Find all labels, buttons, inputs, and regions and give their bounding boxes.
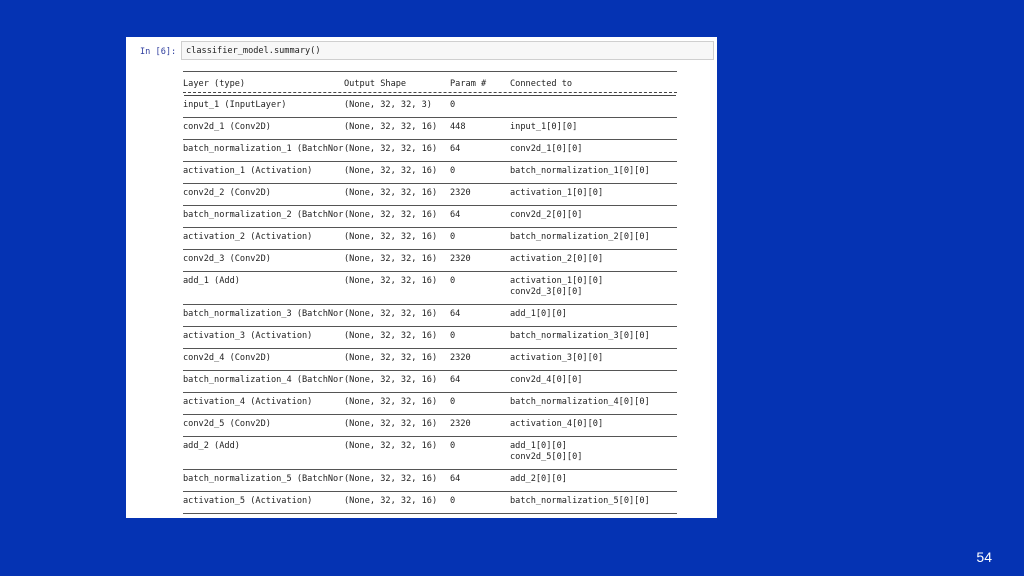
layer-name: batch_normalization_3 (BatchNor bbox=[183, 309, 344, 319]
layer-param-count: 0 bbox=[450, 496, 456, 506]
layer-output-shape: (None, 32, 32, 16) bbox=[344, 331, 438, 341]
table-row bbox=[183, 393, 677, 414]
layer-connected-to bbox=[510, 397, 670, 408]
layer-param-count: 64 bbox=[450, 144, 461, 154]
table-row bbox=[183, 305, 677, 326]
layer-name: activation_1 (Activation) bbox=[183, 166, 313, 176]
connection-ref: add_1[0][0] bbox=[510, 309, 567, 319]
layer-param-count: 0 bbox=[450, 276, 456, 286]
layer-connected-to bbox=[510, 122, 670, 133]
layer-output-shape: (None, 32, 32, 16) bbox=[344, 122, 438, 132]
table-row bbox=[183, 206, 677, 227]
layer-param-count: 2320 bbox=[450, 353, 471, 363]
layer-param-count: 64 bbox=[450, 375, 461, 385]
layer-table-body bbox=[183, 96, 677, 514]
layer-name: conv2d_5 (Conv2D) bbox=[183, 419, 271, 429]
table-row bbox=[183, 162, 677, 183]
layer-output-shape: (None, 32, 32, 16) bbox=[344, 144, 438, 154]
layer-output-shape: (None, 32, 32, 16) bbox=[344, 375, 438, 385]
row-separator bbox=[183, 513, 677, 514]
layer-output-shape: (None, 32, 32, 16) bbox=[344, 353, 438, 363]
connection-ref: conv2d_1[0][0] bbox=[510, 144, 583, 154]
layer-param-count: 64 bbox=[450, 210, 461, 220]
table-row bbox=[183, 470, 677, 491]
connection-ref: conv2d_2[0][0] bbox=[510, 210, 583, 220]
layer-output-shape: (None, 32, 32, 16) bbox=[344, 441, 438, 451]
table-row bbox=[183, 250, 677, 271]
layer-name: activation_2 (Activation) bbox=[183, 232, 313, 242]
connection-ref: conv2d_5[0][0] bbox=[510, 452, 583, 462]
table-row bbox=[183, 415, 677, 436]
layer-name: batch_normalization_5 (BatchNor bbox=[183, 474, 344, 484]
layer-param-count: 0 bbox=[450, 100, 456, 110]
connection-ref: activation_3[0][0] bbox=[510, 353, 604, 363]
layer-output-shape: (None, 32, 32, 16) bbox=[344, 166, 438, 176]
layer-connected-to bbox=[510, 441, 670, 463]
layer-param-count: 64 bbox=[450, 309, 461, 319]
layer-param-count: 448 bbox=[450, 122, 466, 132]
header-connected-to: Connected to bbox=[510, 79, 573, 89]
connection-ref: add_2[0][0] bbox=[510, 474, 567, 484]
connection-ref: activation_1[0][0] bbox=[510, 188, 604, 198]
layer-name: batch_normalization_4 (BatchNor bbox=[183, 375, 344, 385]
layer-name: activation_5 (Activation) bbox=[183, 496, 313, 506]
layer-param-count: 2320 bbox=[450, 254, 471, 264]
layer-connected-to bbox=[510, 309, 670, 320]
layer-output-shape: (None, 32, 32, 16) bbox=[344, 254, 438, 264]
connection-ref: input_1[0][0] bbox=[510, 122, 578, 132]
layer-output-shape: (None, 32, 32, 16) bbox=[344, 397, 438, 407]
layer-connected-to bbox=[510, 331, 670, 342]
layer-name: conv2d_2 (Conv2D) bbox=[183, 188, 271, 198]
layer-connected-to bbox=[510, 188, 670, 199]
summary-header bbox=[183, 72, 677, 92]
layer-connected-to bbox=[510, 276, 670, 298]
connection-ref: batch_normalization_5[0][0] bbox=[510, 496, 650, 506]
layer-name: conv2d_3 (Conv2D) bbox=[183, 254, 271, 264]
layer-connected-to bbox=[510, 474, 670, 485]
layer-connected-to bbox=[510, 375, 670, 386]
table-row bbox=[183, 437, 677, 469]
table-row bbox=[183, 272, 677, 304]
layer-output-shape: (None, 32, 32, 3) bbox=[344, 100, 432, 110]
header-separator bbox=[183, 92, 677, 95]
notebook-screenshot bbox=[126, 37, 717, 518]
table-row bbox=[183, 492, 677, 513]
layer-name: activation_3 (Activation) bbox=[183, 331, 313, 341]
table-row bbox=[183, 118, 677, 139]
layer-param-count: 2320 bbox=[450, 419, 471, 429]
connection-ref: batch_normalization_2[0][0] bbox=[510, 232, 650, 242]
layer-name: conv2d_1 (Conv2D) bbox=[183, 122, 271, 132]
model-summary-output bbox=[183, 71, 677, 514]
code-cell[interactable] bbox=[181, 41, 714, 60]
table-row bbox=[183, 140, 677, 161]
connection-ref: batch_normalization_3[0][0] bbox=[510, 331, 650, 341]
table-row bbox=[183, 371, 677, 392]
layer-connected-to bbox=[510, 419, 670, 430]
layer-param-count: 64 bbox=[450, 474, 461, 484]
layer-connected-to bbox=[510, 144, 670, 155]
layer-name: batch_normalization_1 (BatchNor bbox=[183, 144, 344, 154]
slide-page-number: 54 bbox=[976, 549, 992, 565]
layer-output-shape: (None, 32, 32, 16) bbox=[344, 276, 438, 286]
connection-ref: activation_2[0][0] bbox=[510, 254, 604, 264]
layer-connected-to bbox=[510, 353, 670, 364]
layer-name: activation_4 (Activation) bbox=[183, 397, 313, 407]
layer-param-count: 0 bbox=[450, 441, 456, 451]
layer-connected-to bbox=[510, 166, 670, 177]
connection-ref: activation_4[0][0] bbox=[510, 419, 604, 429]
layer-name: batch_normalization_2 (BatchNor bbox=[183, 210, 344, 220]
table-row bbox=[183, 327, 677, 348]
layer-connected-to bbox=[510, 254, 670, 265]
header-param: Param # bbox=[450, 79, 487, 89]
table-row bbox=[183, 184, 677, 205]
layer-output-shape: (None, 32, 32, 16) bbox=[344, 232, 438, 242]
layer-output-shape: (None, 32, 32, 16) bbox=[344, 496, 438, 506]
connection-ref: activation_1[0][0] bbox=[510, 276, 604, 286]
layer-param-count: 0 bbox=[450, 397, 456, 407]
connection-ref: add_1[0][0] bbox=[510, 441, 567, 451]
layer-name: conv2d_4 (Conv2D) bbox=[183, 353, 271, 363]
layer-connected-to bbox=[510, 210, 670, 221]
cell-prompt: In [6]: bbox=[140, 47, 177, 57]
layer-connected-to bbox=[510, 232, 670, 243]
code-text: classifier_model.summary() bbox=[186, 46, 321, 56]
layer-output-shape: (None, 32, 32, 16) bbox=[344, 474, 438, 484]
header-layer: Layer (type) bbox=[183, 79, 246, 89]
layer-connected-to bbox=[510, 496, 670, 507]
layer-param-count: 0 bbox=[450, 331, 456, 341]
connection-ref: batch_normalization_1[0][0] bbox=[510, 166, 650, 176]
layer-name: input_1 (InputLayer) bbox=[183, 100, 287, 110]
layer-param-count: 2320 bbox=[450, 188, 471, 198]
layer-param-count: 0 bbox=[450, 166, 456, 176]
layer-output-shape: (None, 32, 32, 16) bbox=[344, 210, 438, 220]
connection-ref: conv2d_4[0][0] bbox=[510, 375, 583, 385]
table-row bbox=[183, 228, 677, 249]
layer-output-shape: (None, 32, 32, 16) bbox=[344, 419, 438, 429]
header-output-shape: Output Shape bbox=[344, 79, 407, 89]
layer-name: add_1 (Add) bbox=[183, 276, 240, 286]
table-row bbox=[183, 96, 677, 117]
layer-output-shape: (None, 32, 32, 16) bbox=[344, 309, 438, 319]
connection-ref: batch_normalization_4[0][0] bbox=[510, 397, 650, 407]
layer-param-count: 0 bbox=[450, 232, 456, 242]
table-row bbox=[183, 349, 677, 370]
layer-name: add_2 (Add) bbox=[183, 441, 240, 451]
layer-output-shape: (None, 32, 32, 16) bbox=[344, 188, 438, 198]
connection-ref: conv2d_3[0][0] bbox=[510, 287, 583, 297]
layer-connected-to bbox=[510, 100, 670, 111]
